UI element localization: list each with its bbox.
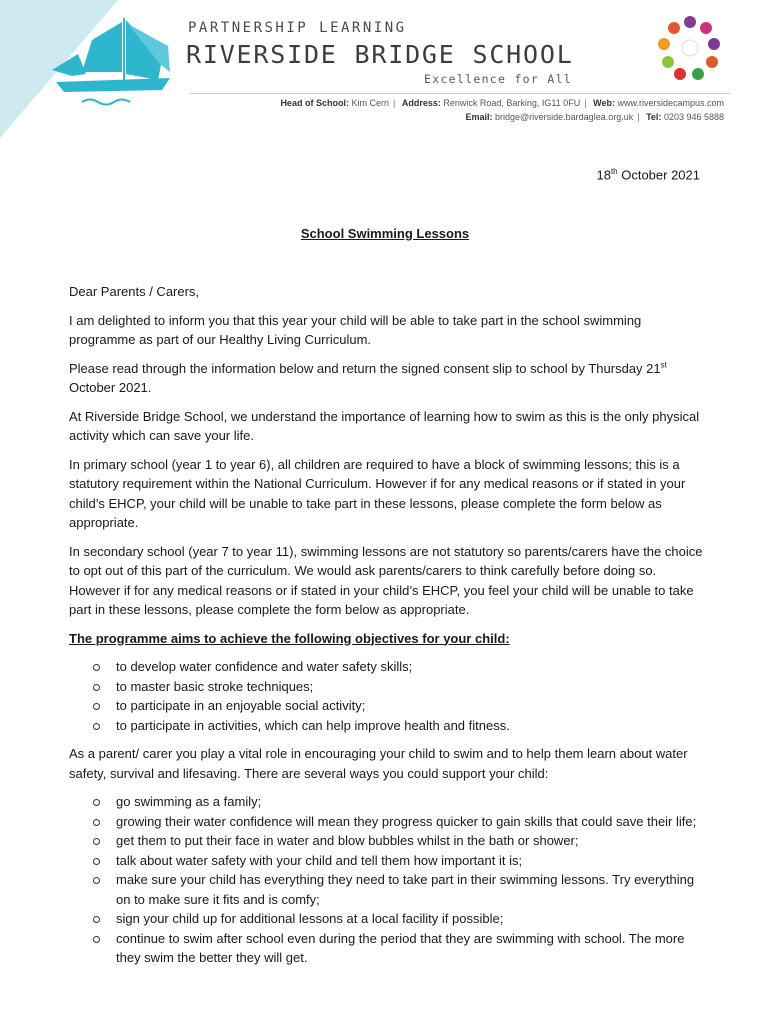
list-item: to develop water confidence and water safety skills; (69, 657, 709, 677)
list-item: to master basic stroke techniques; (69, 677, 709, 697)
letter-date (596, 167, 700, 182)
list-item: make sure your child has everything they need to take part in their swimming lessons. Try everything on to make sure it fits and is comfy; (69, 870, 709, 909)
list-item: growing their water confidence will mean they progress quicker to gain skills that could save their life; (69, 812, 709, 832)
organisation-name: PARTNERSHIP LEARNING (188, 20, 407, 36)
list-item: get them to put their face in water and blow bubbles whilst in the bath or shower; (69, 831, 709, 851)
head-value: Kim Cerri (351, 98, 389, 108)
objectives-heading: The programme aims to achieve the following objectives for your child: (69, 630, 510, 646)
header-divider (190, 93, 730, 94)
support-list (69, 792, 709, 968)
list-item: to participate in activities, which can help improve health and fitness. (69, 716, 709, 736)
list-item: sign your child up for additional lessons at a local facility if possible; (69, 909, 709, 929)
consent-sup: st (660, 360, 667, 370)
web-value: www.riversidecampus.com (617, 98, 724, 108)
list-item: talk about water safety with your child and tell them how important it is; (69, 851, 709, 871)
email-value: bridge@riverside.bardaglea.org.uk (495, 112, 634, 122)
separator: | (392, 98, 396, 108)
salutation: Dear Parents / Carers, (69, 284, 200, 299)
head-label: Head of School: (280, 98, 349, 108)
list-item: continue to swim after school even during the period that they are swimming with school. The more they swim the better they will get. (69, 929, 709, 968)
contact-line-1 (280, 98, 724, 108)
email-label: Email: (465, 112, 493, 122)
paragraph-secondary: In secondary school (year 7 to year 11), swimming lessons are not statutory so parents/carers have the choice to opt out of this part of the curriculum. We would ask parents/carers to think carefully before doing so. However if for any medical reasons or if stated in your child’s EHCP, you feel your child will be unable to take part in these lessons, please complete the form below as appropriate. (69, 543, 703, 617)
objectives-list (69, 657, 709, 735)
tel-value: 0203 946 5888 (663, 112, 724, 122)
address-label: Address: (401, 98, 441, 108)
list-item: to participate in an enjoyable social activity; (69, 696, 709, 716)
separator: | (637, 112, 640, 122)
paragraph-intro: I am delighted to inform you that this year your child will be able to take part in the school swimming programme as part of our Healthy Living Curriculum. (69, 312, 642, 347)
letter-subject: School Swimming Lessons (300, 226, 470, 241)
letter-body (69, 282, 709, 977)
paragraph-primary: In primary school (year 1 to year 6), all children are required to have a block of swimming lessons; this is a statutory requirement within the National Curriculum. However if for any medical reasons or if stated in your child’s EHCP, your child will be unable to take part in these lessons, please complete the form below as appropriate. (69, 456, 686, 530)
contact-line-2 (465, 112, 724, 122)
date-suffix: th (610, 167, 618, 176)
consent-text-b: October 2021. (69, 380, 152, 395)
paragraph-parent-role: As a parent/ carer you play a vital role in encouraging your child to swim and to help them learn about water safety, survival and lifesaving. There are several ways you could support your child: (69, 746, 688, 781)
separator: | (584, 98, 587, 108)
sailing-ship-logo (42, 10, 182, 110)
paragraph-importance: At Riverside Bridge School, we understand the importance of learning how to swim as this is the only physical activity which can save your life. (69, 408, 700, 443)
consent-text-a: Please read through the information below and return the signed consent slip to school by Thursday 21 (69, 360, 661, 376)
web-label: Web: (593, 98, 615, 108)
date-rest: October 2021 (617, 167, 700, 183)
partnership-flower-logo (654, 12, 726, 84)
school-name: RIVERSIDE BRIDGE SCHOOL (186, 40, 574, 69)
paragraph-consent (69, 359, 709, 398)
tel-label: Tel: (646, 112, 662, 122)
list-item: go swimming as a family; (69, 792, 709, 812)
school-tagline: Excellence for All (424, 72, 573, 86)
date-day: 18 (596, 167, 611, 183)
address-value: Renwick Road, Barking, IG11 0FU (443, 98, 581, 108)
